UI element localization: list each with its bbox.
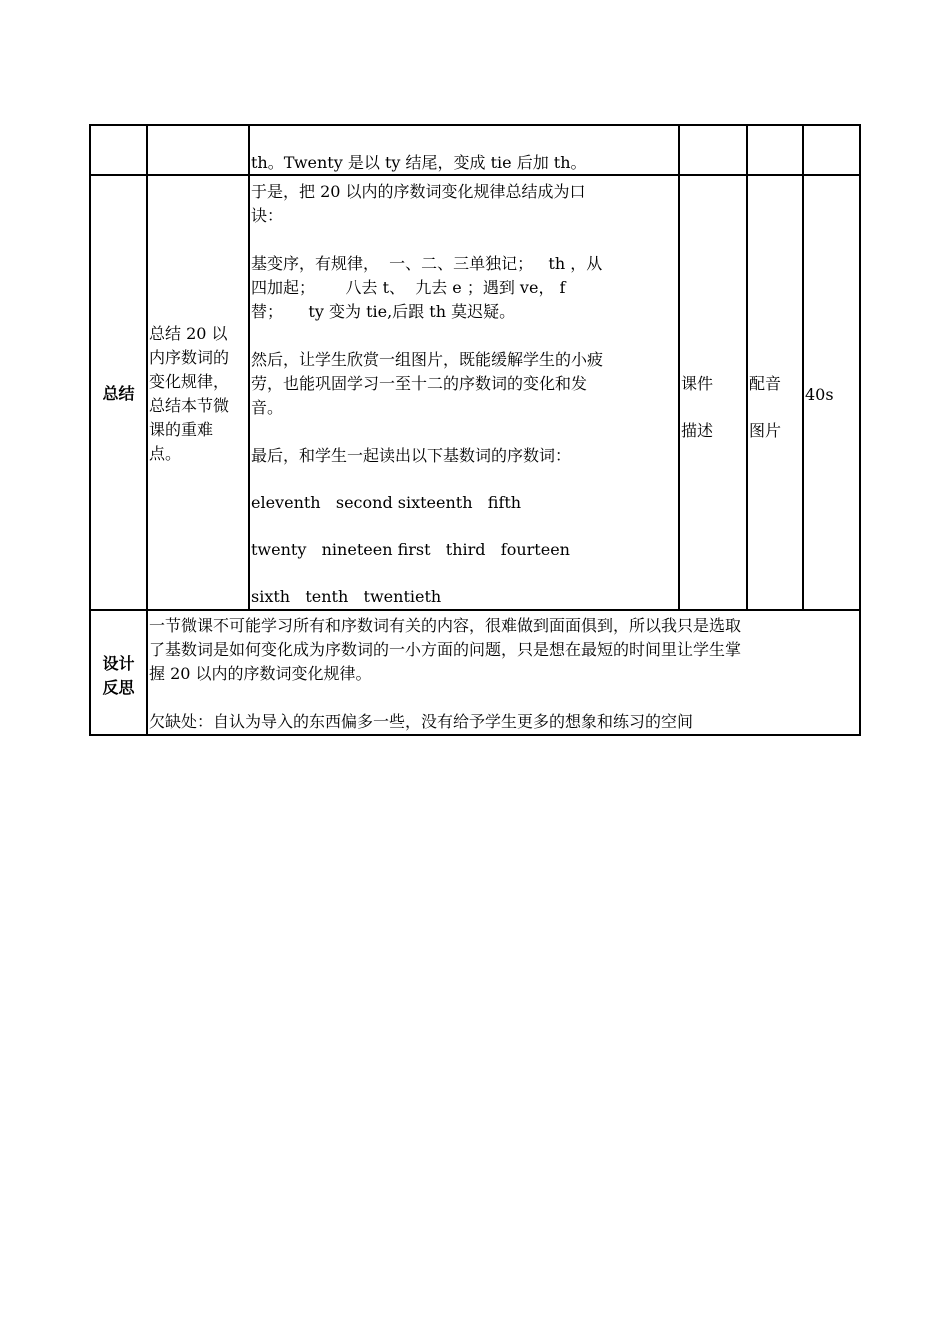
method-line: 课件 (681, 374, 714, 393)
goal-cell (149, 322, 249, 466)
shortcoming-line: 欠缺处：自认为导入的东西偏多一些，没有给予学生更多的想象和练习的空间 (149, 712, 694, 731)
media-line: 图片 (749, 421, 782, 440)
rhyme-line: 四加起； 八去 t、 九去 e ；遇到 ve， f (251, 278, 566, 297)
column-divider (802, 126, 804, 609)
reflection-label-line: 设计 (102, 654, 135, 673)
goal-line: 总结 20 以 (149, 324, 228, 343)
then-line: 音。 (251, 398, 284, 417)
goal-line: 课的重难 (149, 420, 214, 439)
reflection-content (149, 614, 859, 734)
media-cell (749, 360, 801, 454)
word-list-line: twenty nineteen first third fourteen (251, 540, 570, 559)
reflection-line: 一节微课不可能学习所有和序数词有关的内容，很难做到面面俱到，所以我只是选取 (149, 616, 742, 635)
word-list-line: eleventh second sixteenth fifth (251, 493, 522, 512)
intro-line: 于是，把 20 以内的序数词变化规律总结成为口 (251, 182, 586, 201)
time-cell (805, 383, 859, 407)
reflection-label-line: 反思 (102, 678, 135, 697)
intro-line: 诀： (251, 206, 284, 225)
finally-line: 最后，和学生一起读出以下基数词的序数词： (251, 446, 572, 465)
method-cell (681, 360, 745, 454)
rhyme-line: 基变序，有规律， 一、二、三单独记； th ，从 (251, 254, 603, 273)
content-cell (251, 180, 677, 609)
time-text: 40s (805, 385, 834, 404)
method-line: 描述 (681, 421, 714, 440)
column-divider (746, 126, 748, 609)
then-line: 劳，也能巩固学习一至十二的序数词的变化和发 (251, 374, 588, 393)
stage-text: 总结 (102, 384, 135, 403)
column-divider (678, 126, 680, 609)
rhyme-line: 替； ty 变为 tie,后跟 th 莫迟疑。 (251, 302, 516, 321)
reflection-line: 了基数词是如何变化成为序数词的一小方面的问题，只是想在最短的时间里让学生掌 (149, 640, 742, 659)
goal-line: 内序数词的 (149, 348, 230, 367)
continued-text: th。Twenty 是以 ty 结尾，变成 tie 后加 th。 (251, 153, 587, 172)
content-cell-continued (251, 151, 677, 175)
goal-line: 点。 (149, 444, 182, 463)
column-divider (146, 126, 148, 609)
reflection-line: 握 20 以内的序数词变化规律。 (149, 664, 372, 683)
goal-line: 总结本节微 (149, 396, 230, 415)
stage-label (91, 382, 146, 406)
goal-line: 变化规律， (149, 372, 230, 391)
media-line: 配音 (749, 374, 782, 393)
row-divider (91, 609, 859, 611)
lesson-plan-table (89, 124, 861, 736)
word-list-line: sixth tenth twentieth (251, 587, 442, 606)
column-divider (146, 609, 148, 736)
reflection-label (91, 652, 146, 700)
then-line: 然后，让学生欣赏一组图片，既能缓解学生的小疲 (251, 350, 604, 369)
